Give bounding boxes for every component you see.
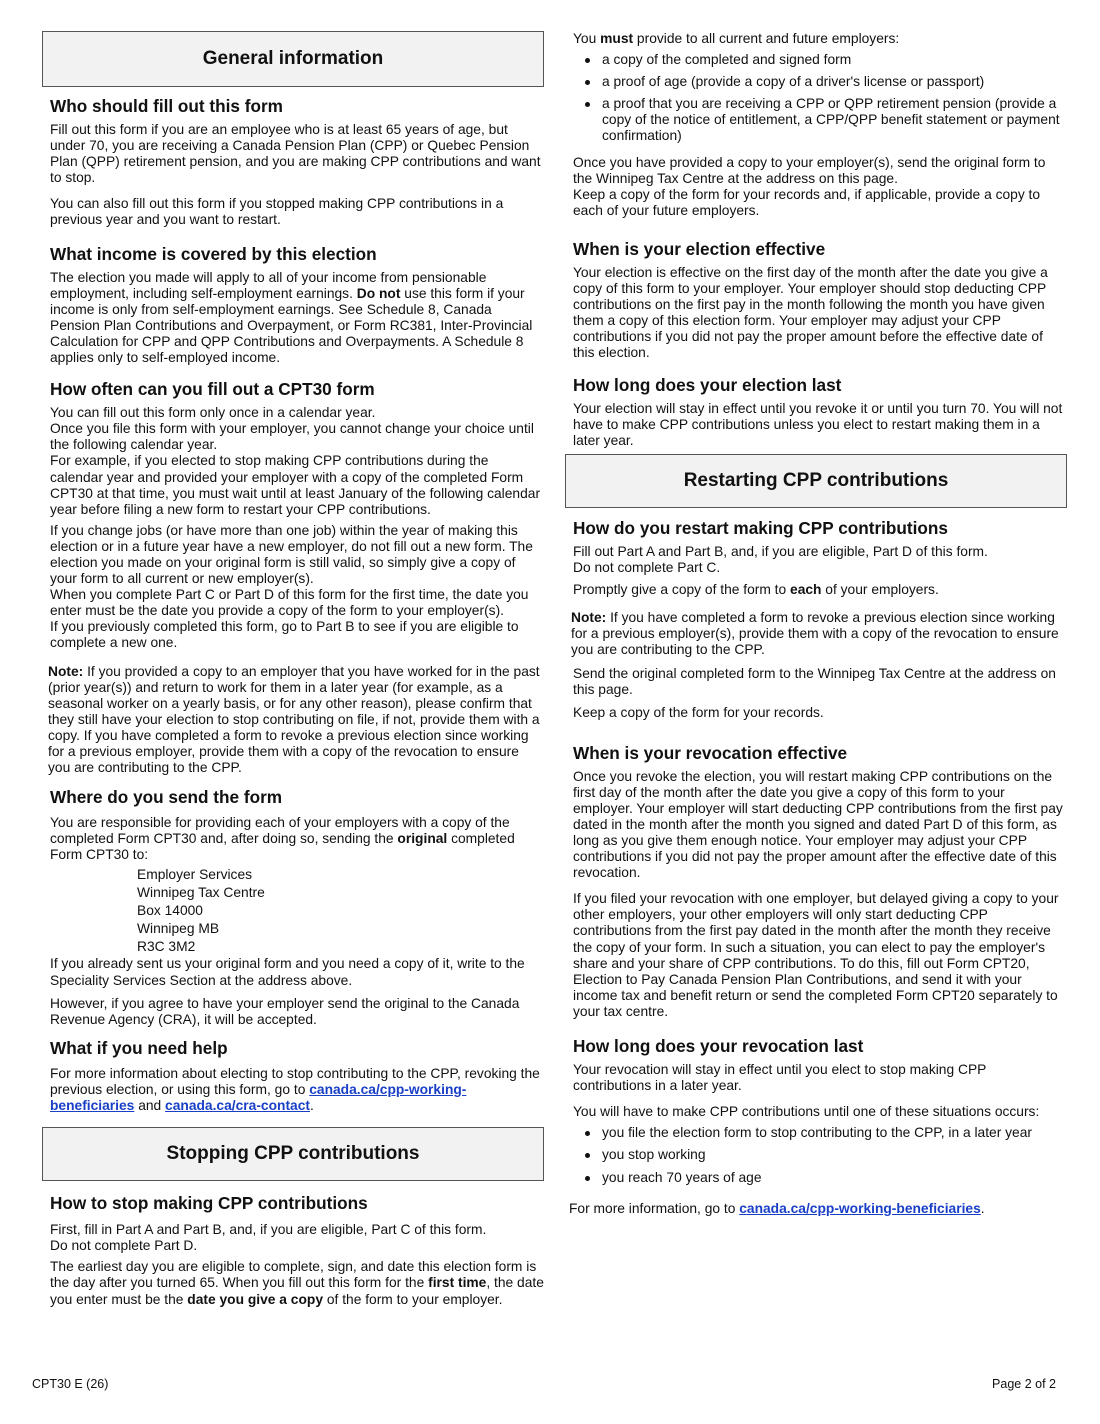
restarting-cpp-title: Restarting CPP contributions: [683, 469, 949, 491]
stop-section: [42, 1193, 544, 1307]
more-info-paragraph: For more information, go to canada.ca/cpp-working-beneficiaries.: [569, 1200, 985, 1216]
revocation-effective-paragraph-1: Once you revoke the election, you will restart making CPP contributions on the first day of the month after the date you give a copy of this form to your employer. Your employer will start deducting CPP contributions from the first pay dated in the month after the month you signed and dated Part D of this form, as long as you give them enough notice. Your employer may adjust your CPP contributions if you did not pay the proper amount after the effective date of this revocation.: [573, 768, 1063, 881]
list-item: a copy of the completed and signed form: [573, 52, 1065, 68]
send-paragraph-2: If you already sent us your original form and you need a copy of it, write to the Speciality Services Section at the address above.: [50, 956, 525, 988]
send-heading: Where do you send the form: [50, 787, 283, 808]
income-section: [42, 244, 544, 367]
restart-paragraph-4: Keep a copy of the form for your records.: [573, 704, 824, 720]
election-last-section: [565, 375, 1067, 449]
restart-section: [565, 518, 1067, 598]
income-heading: What income is covered by this election: [50, 243, 377, 264]
election-last-heading: How long does your election last: [573, 374, 842, 395]
stop-line-2: Do not complete Part D.: [50, 1238, 198, 1254]
form-identifier: CPT30 E (26): [32, 1377, 109, 1391]
often-line-3: For example, if you elected to stop making CPP contributions during the calendar year and provided your employer with a copy of the completed Form CPT30 at that time, you must wait until at least January of the following calendar year before filing a new form to restart your CPP contributions.: [50, 453, 541, 517]
often-line-2: Once you file this form with your employer, you cannot change your choice until the following calendar year.: [50, 421, 534, 453]
restart-send-section: [565, 666, 1067, 720]
cpp-working-beneficiaries-link[interactable]: canada.ca/cpp-working-beneficiaries: [50, 1081, 467, 1114]
who-paragraph-1: Fill out this form if you are an employee who is at least 65 years of age, but under 70, you are receiving a Canada Pension Plan (CPP) or Quebec Pension Plan (QPP) retirement pension, and you are making CPP contributions and want to stop.: [50, 122, 541, 186]
right-column: [565, 31, 1067, 1217]
stopping-cpp-header: [42, 1127, 544, 1181]
mailing-address: [50, 866, 544, 956]
often-paragraph-3: When you complete Part C or Part D of this form for the first time, the date you enter must be the date you provide a copy of the form to your employer(s).: [50, 587, 529, 619]
address-line: R3C 3M2: [137, 939, 196, 955]
who-heading: Who should fill out this form: [50, 96, 283, 116]
list-item: a proof that you are receiving a CPP or QPP retirement pension (provide a copy of the notice of entitlement, a CPP/QPP benefit statement or payment confirmation): [573, 96, 1065, 144]
list-item: a proof of age (provide a copy of a driver's license or passport): [573, 74, 1065, 90]
left-column: [42, 31, 544, 1308]
who-section: [42, 96, 544, 229]
list-item: you reach 70 years of age: [573, 1170, 1065, 1186]
help-section: [42, 1038, 544, 1114]
stopping-cpp-title: Stopping CPP contributions: [166, 1143, 420, 1165]
often-paragraph-4: If you previously completed this form, go to Part B to see if you are eligible to complete a new one.: [50, 619, 519, 651]
income-paragraph: The election you made will apply to all of your income from pensionable employment, including self-employment earnings. Do not use this form if your income is only from self-employment earnings. See Schedule 8, Canada Pension Plan Contributions and Overpayment, or Form RC381, Inter-Provincial Calculation for CPP and QPP Contributions and Overpayments. A Schedule 8 applies only to self-employed income.: [50, 269, 533, 366]
restart-note: Note: If you have completed a form to revoke a previous election since working for a previous employer(s), provide them with a copy of the revocation to ensure you are contributing to the CPP.: [571, 610, 1059, 658]
election-last-paragraph: Your election will stay in effect until you revoke it or until you turn 70. You will not have to make CPP contributions unless you elect to restart making them in a later year.: [573, 400, 1063, 448]
often-paragraph-2: If you change jobs (or have more than one job) within the year of making this election or in a future year have a new employer, do not fill out a new form. The election you made on your original form is still valid, so simply give a copy of your form to all current or new employer(s).: [50, 522, 533, 587]
list-item: you file the election form to stop contributing to the CPP, in a later year: [573, 1125, 1065, 1141]
restart-paragraph-2: Promptly give a copy of the form to each of your employers.: [573, 581, 939, 597]
restarting-cpp-header: [565, 454, 1067, 508]
general-information-title: General information: [202, 48, 384, 69]
must-paragraph-1: Once you have provided a copy to your employer(s), send the original form to the Winnipeg Tax Centre at the address on this page.: [573, 154, 1046, 186]
revocation-last-paragraph-1: Your revocation will stay in effect until you elect to stop making CPP contributions in a later year.: [573, 1062, 987, 1094]
often-section: [42, 379, 544, 651]
must-section: [565, 31, 1067, 219]
revocation-effective-paragraph-2: If you filed your revocation with one employer, but delayed giving a copy to your other employers, your other employers will only start deducting CPP contributions from the first pay dated in the month after the month they receive the copy of your form. In such a situation, you can elect to pay the employer's share and your share of CPP contributions. To do this, fill out Form CPT20, Election to Pay Canada Pension Plan Contributions, and send it with your income tax and benefit return or send the completed Form CPT20 separately to your tax centre.: [573, 891, 1059, 1019]
cra-contact-link[interactable]: canada.ca/cra-contact: [165, 1098, 310, 1114]
often-line-1: You can fill out this form only once in a calendar year.: [50, 405, 376, 421]
help-heading: What if you need help: [50, 1037, 228, 1058]
who-paragraph-2: You can also fill out this form if you stopped making CPP contributions in a previous year and you want to restart.: [50, 196, 504, 228]
list-item: you stop working: [573, 1147, 1065, 1163]
send-paragraph-3: However, if you agree to have your employer send the original to the Canada Revenue Agency (CRA), it will be accepted.: [50, 995, 520, 1027]
stop-heading: How to stop making CPP contributions: [50, 1193, 368, 1214]
address-line: Winnipeg MB: [137, 921, 220, 937]
effective-paragraph: Your election is effective on the first day of the month after the date you give a copy of this form to your employer. Your employer should stop deducting CPP contributions on the first pay in the month following the month you have given them a copy of this election form. Your employer may adjust your CPP contributions if you did not pay the proper amount before the effective date of this election.: [573, 264, 1048, 361]
stop-line-1: First, fill in Part A and Part B, and, if you are eligible, Part C of this form.: [50, 1222, 487, 1238]
revocation-last-heading: How long does your revocation last: [573, 1036, 864, 1057]
help-paragraph: For more information about electing to stop contributing to the CPP, revoking the previous election, or using this form, go to canada.ca/cpp-working-beneficiaries and canada.ca/cra-contact.: [50, 1065, 540, 1114]
stop-paragraph-2: The earliest day you are eligible to complete, sign, and date this election form is the day after you turned 65. When you fill out this form for the first time, the date you enter must be the date you give a copy of the form to your employer.: [50, 1259, 544, 1307]
restart-heading: How do you restart making CPP contributions: [573, 517, 948, 538]
address-line: Employer Services: [137, 867, 253, 883]
restart-line-2: Do not complete Part C.: [573, 559, 721, 575]
restart-paragraph-3: Send the original completed form to the Winnipeg Tax Centre at the address on this page.: [573, 666, 1056, 698]
revocation-effective-section: [565, 743, 1067, 1020]
general-information-header: [42, 31, 544, 87]
cpp-working-beneficiaries-link[interactable]: canada.ca/cpp-working-beneficiaries: [739, 1200, 981, 1216]
effective-section: [565, 239, 1067, 362]
address-line: Winnipeg Tax Centre: [137, 885, 265, 901]
revocation-last-section: [565, 1036, 1067, 1186]
address-line: Box 14000: [137, 903, 203, 919]
revocation-last-paragraph-2: You will have to make CPP contributions until one of these situations occurs:: [573, 1104, 1040, 1120]
often-heading: How often can you fill out a CPT30 form: [50, 379, 375, 400]
send-section: [42, 787, 544, 1028]
revocation-last-list: [573, 1125, 1065, 1185]
must-list: [573, 52, 1065, 144]
send-paragraph-1: You are responsible for providing each of your employers with a copy of the completed Form CPT30 and, after doing so, sending the original completed Form CPT30 to:: [50, 815, 515, 863]
restart-line-1: Fill out Part A and Part B, and, if you are eligible, Part D of this form.: [573, 543, 988, 559]
must-intro: You must provide to all current and future employers:: [573, 31, 900, 46]
must-paragraph-2: Keep a copy of the form for your records and, if applicable, provide a copy to each of your future employers.: [573, 186, 1041, 218]
revocation-effective-heading: When is your revocation effective: [573, 742, 848, 763]
page-number: Page 2 of 2: [992, 1377, 1056, 1391]
effective-heading: When is your election effective: [573, 238, 826, 259]
often-note: Note: If you provided a copy to an employer that you have worked for in the past (prior year(s)) and return to work for them in a later year (for example, as a seasonal worker on a yearly basis, or for any other reason), please confirm that they still have your election to stop contributing on file, if not, provide them with a copy. If you have completed a form to revoke a previous election since working for a previous employer, provide them with a copy of the revocation to ensure you are contributing to the CPP.: [48, 663, 540, 776]
